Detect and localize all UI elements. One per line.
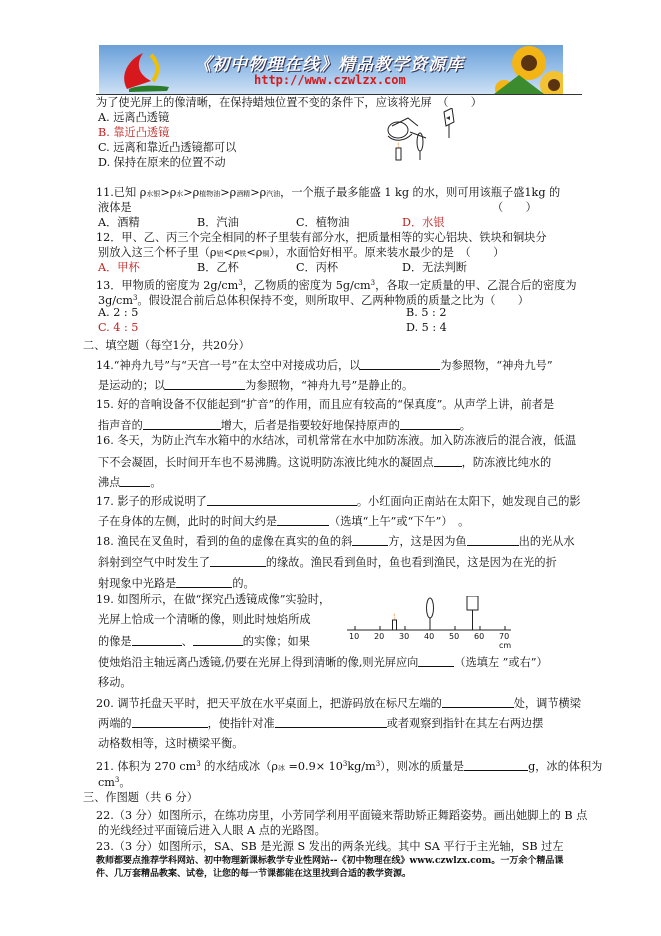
rho-symbol: ρ: [255, 246, 263, 259]
q12-option-b: B．乙杯: [197, 261, 239, 274]
q16-line1: 16. 冬天，为防止汽车水箱中的水结冰，司机常常在水中加防冻液。加入防冻液后的混合液，低温: [96, 434, 577, 447]
q19-line5: 移动。: [98, 676, 132, 689]
q12-line1: 12．甲、乙、丙三个完全相同的杯子里装有部分水，把质量相等的实心铝块、铁块和铜块分: [96, 231, 547, 244]
q13-option-c: C. 4 : 5: [98, 321, 139, 334]
q11-stem-a: 已知: [113, 186, 137, 199]
answer-blank[interactable]: [275, 716, 387, 728]
sub-water: 水: [176, 190, 184, 198]
q10-option-a: A. 远离凸透镜: [98, 111, 170, 124]
gt-sign: >: [250, 186, 260, 199]
q13-option-d: D. 5 : 4: [406, 321, 447, 334]
q20-line2: 两端的 ，使指针对准 或者观察到指针在其左右两边摆: [98, 717, 544, 730]
q15-line1: 15. 好的音响设备不仅能起到“扩音”的作用，而且应有较高的“保真度”。从声学上讲，前者是: [96, 398, 555, 411]
optical-bench-figure: [343, 596, 523, 650]
q11-line2: 液体是: [98, 201, 132, 214]
lt-sign: <: [246, 246, 256, 259]
q19-line3: 的像是 、 的实像；如果: [98, 635, 310, 648]
logo-icon: [124, 53, 169, 92]
q11-option-a: A．酒精: [98, 216, 140, 229]
sub-copper: 铜: [262, 250, 270, 258]
answer-blank[interactable]: [165, 378, 245, 390]
q22-line1: 22.（3 分）如图所示，在练功房里，小芳同学利用平面镜来帮助矫正舞蹈姿势。画出她脚上的 B 点: [96, 809, 588, 822]
q12-line2b: ），水面恰好相平。原来装水最少的是 （ ）: [269, 246, 505, 259]
header-rule: [96, 94, 582, 95]
q17-line2: 子在身体的左侧，此时的时间大约是 （选填“上午”或“下午”） 。: [98, 515, 470, 528]
ruler-label: 60: [474, 632, 485, 641]
answer-blank[interactable]: [176, 576, 232, 588]
q13-line2: $3g/cm^3$。假设混合前后总体积保持不变，则所取甲、乙两种物质的质量之比为（ ）: [98, 294, 529, 307]
section-2-heading: 二、填空题（每空1分，共20分）: [83, 339, 250, 352]
q11-option-b: B．汽油: [197, 216, 239, 229]
q12-line2: [98, 246, 504, 261]
q11-paren: （ ）: [492, 201, 537, 214]
answer-blank[interactable]: [360, 358, 440, 370]
sub-alcohol: 酒精: [236, 190, 251, 198]
rho-symbol: ρ: [169, 186, 177, 199]
q23-line1: 23.（3 分）如图所示，SA、SB 是光源 S 发出的两条光线。其中 SA 平行于主光轴，SB 过左: [96, 840, 564, 853]
ruler-label: 50: [449, 632, 460, 641]
sub-iron: 铁: [239, 250, 247, 258]
q19-line1: 19. 如图所示，在做“探究凸透镜成像”实验时，: [96, 593, 331, 606]
q14-line2: 是运动的；以 为参照物，“神舟九号”是静止的。: [98, 379, 414, 392]
gt-sign: >: [220, 186, 230, 199]
q12-line2a: 别放入这三个杯子里（: [98, 246, 210, 259]
q10-stem: 为了使光屏上的像清晰，在保持蜡烛位置不变的条件下，应该将光屏 （ ）: [96, 96, 482, 109]
q19-line4: 使烛焰沿主轴远离凸透镜,仍要在光屏上得到清晰的像,则光屏应向 （选填左 ”或右”）: [98, 656, 548, 669]
q13-option-b: B. 5 : 2: [406, 306, 447, 319]
answer-blank[interactable]: [120, 475, 150, 487]
header-banner: [99, 45, 563, 94]
ruler-label: 30: [399, 632, 410, 641]
q16-line3: 沸点 。: [98, 476, 162, 489]
footer-line2: 件、几万套精品教案、试卷，让您的每一节课都能在这里找到合适的教学资源。: [96, 869, 412, 879]
sub-oil: 植物油: [199, 190, 221, 198]
q21-line1: 21. 体积为 270 $cm^3$ 的水结成冰（ρ冰 $=0.9\times 10^3kg/m^3$），则冰的质量是 g，冰的体积为: [96, 760, 603, 773]
q22-line2: 的光线经过平面镜后进入人眼 A 点的光路图。: [98, 824, 326, 837]
answer-blank[interactable]: [464, 759, 528, 771]
rho-symbol: ρ: [232, 246, 240, 259]
q18-line3: 射现象中光路是 的。: [98, 577, 255, 590]
answer-blank[interactable]: [400, 418, 460, 430]
gt-sign: >: [183, 186, 193, 199]
q11-option-d: D．水银: [402, 216, 445, 229]
answer-blank[interactable]: [207, 494, 357, 506]
answer-blank[interactable]: [277, 514, 329, 526]
sub-aluminum: 铝: [216, 250, 224, 258]
answer-blank[interactable]: [442, 696, 514, 708]
answer-blank[interactable]: [193, 634, 243, 646]
q17-line1: 17. 影子的形成说明了 。小红面向正南站在太阳下，她发现自己的影: [96, 495, 581, 508]
section-3-heading: 三、作图题（共 6 分）: [83, 791, 198, 804]
q13-option-a: A. 2 : 5: [98, 306, 139, 319]
answer-blank[interactable]: [143, 418, 221, 430]
ruler-label: 40: [424, 632, 435, 641]
lt-sign: <: [223, 246, 233, 259]
q11-number: 11.: [96, 186, 114, 199]
footer-line1: 教师都要点推荐学科网站、初中物理新课标教学专业性网站--《初中物理在线》www.czwlzx.com。一万余个精品课: [96, 856, 564, 866]
q14-line1: 14.“神舟九号”与“天宫一号”在太空中对接成功后，以 为参照物，“神舟九号”: [96, 359, 553, 372]
q20-line3: 动格数相等，这时横梁平衡。: [98, 737, 244, 750]
sub-mercury: 水银: [146, 190, 161, 198]
rho-symbol: ρ: [229, 186, 237, 199]
q18-line1: 18. 渔民在叉鱼时，看到的鱼的虚像在真实的鱼的斜 方，这是因为鱼 出的光从水: [96, 535, 575, 548]
answer-blank[interactable]: [467, 534, 519, 546]
q12-option-a: A．甲杯: [98, 261, 140, 274]
q21-line2: $cm^3$。: [98, 776, 131, 789]
q16-line2: 下不会凝固，长时间开车也不易沸腾。这说明防冻液比纯水的凝固点 ，防冻液比纯水的: [98, 456, 552, 469]
ruler-label: 10: [349, 632, 360, 641]
rho-symbol: ρ: [139, 186, 147, 199]
answer-blank[interactable]: [434, 455, 462, 467]
q13-line1: 13．甲物质的密度为 $2g/cm^3$，乙物质的密度为 $5g/cm^3$，各取一定质量的甲、乙混合后的密度为: [96, 279, 577, 292]
q10-candle-lens-figure: [378, 108, 468, 170]
q19-line2: 光屏上恰成一个清晰的像，则此时烛焰所成: [98, 613, 311, 626]
q20-line1: 20. 调节托盘天平时，把天平放在水平桌面上，把游码放在标尺左端的 处，调节横梁: [96, 697, 581, 710]
q10-option-b: B. 靠近凸透镜: [98, 126, 170, 139]
q12-option-d: D．无法判断: [402, 261, 467, 274]
q10-option-c: C. 远离和靠近凸透镜都可以: [98, 141, 237, 154]
rho-symbol: ρ: [259, 186, 267, 199]
q12-option-c: C．丙杯: [296, 261, 339, 274]
rho-symbol: ρ: [192, 186, 200, 199]
q11-stem-b: ，一个瓶子最多能盛 1 kg 的水，则可用该瓶子盛1kg 的: [280, 186, 561, 199]
sub-gasoline: 汽油: [266, 190, 281, 198]
rho-symbol: ρ: [209, 246, 217, 259]
gt-sign: >: [160, 186, 170, 199]
banner-url: http://www.czwlzx.com: [254, 73, 406, 87]
answer-blank[interactable]: [132, 716, 208, 728]
q10-option-d: D. 保持在原来的位置不动: [98, 156, 226, 169]
banner-title: 《初中物理在线》精品教学资源库: [194, 55, 464, 75]
answer-blank[interactable]: [352, 534, 388, 546]
q11-option-c: C．植物油: [296, 216, 350, 229]
q15-line2: 指声音的 增大，后者是指要较好地保持原声的 。: [98, 419, 471, 432]
q18-line2: 斜射到空气中时发生了 的缘故。渔民看到鱼时，鱼也看到渔民，这是因为在光的折: [98, 556, 557, 569]
answer-blank[interactable]: [210, 555, 266, 567]
ruler-label: 70 cm: [499, 632, 512, 650]
answer-blank[interactable]: [132, 634, 182, 646]
answer-blank[interactable]: [418, 655, 454, 667]
ruler-label: 20: [374, 632, 385, 641]
sunflower-icon: [494, 46, 563, 94]
q11-stem: [96, 186, 560, 201]
